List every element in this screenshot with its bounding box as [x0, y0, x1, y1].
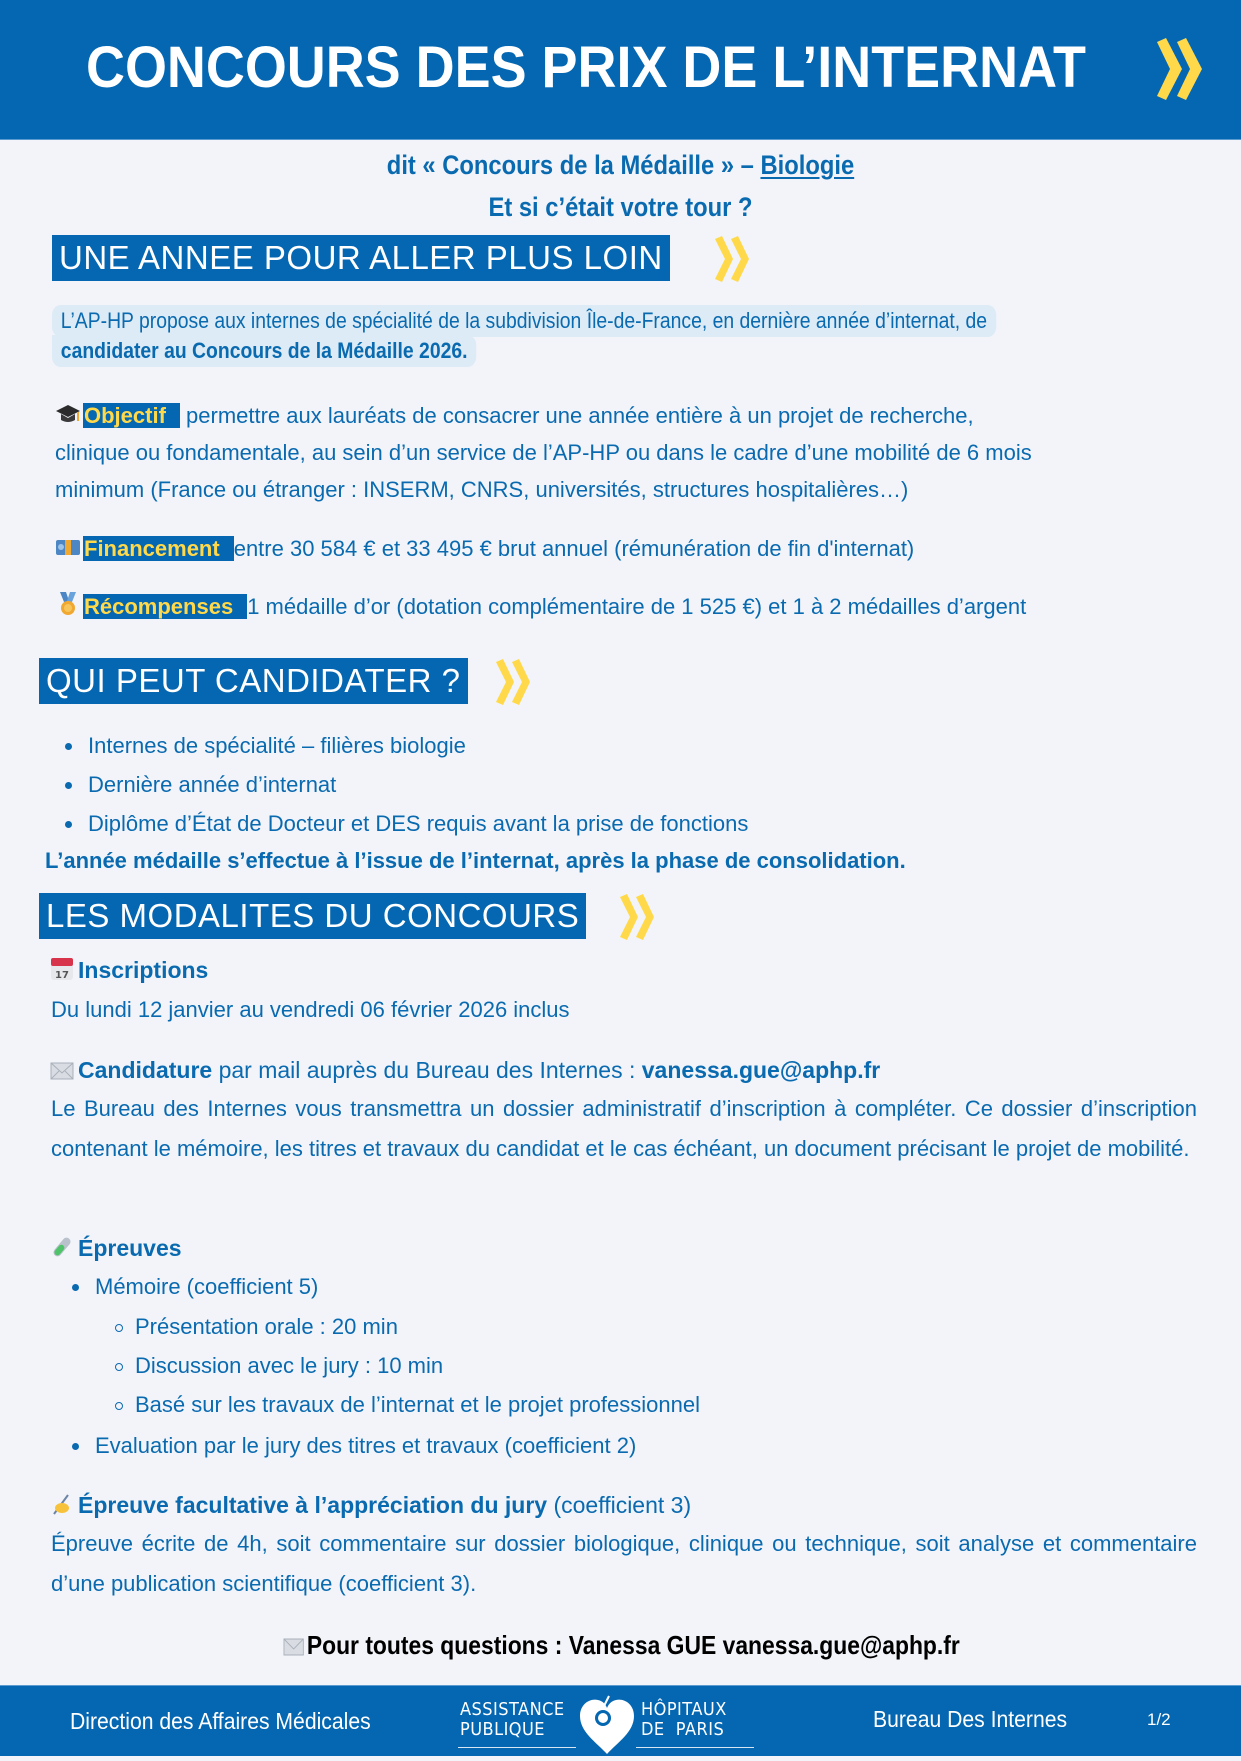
calendar-icon	[50, 957, 76, 981]
logo-underline	[458, 1747, 576, 1748]
section-title-modalites: LES MODALITES DU CONCOURS	[39, 893, 586, 939]
candidature-heading	[50, 1057, 880, 1084]
list-item: Dernière année d’internat	[55, 765, 748, 804]
list-item: Internes de spécialité – filières biologie	[55, 726, 748, 765]
facultative-title: Épreuve facultative à l’appréciation du jury	[78, 1492, 548, 1518]
subtitle-line-1	[74, 150, 1166, 181]
candidature-body: Le Bureau des Internes vous transmettra un dossier administratif d’inscription à compléter. Ce dossier d’inscription contenant le mémoire, les titres et travaux du candidat et le cas échéant, un document précisant le projet de mobilité.	[51, 1096, 1197, 1161]
inscriptions-title: Inscriptions	[78, 957, 209, 983]
list-item: Basé sur les travaux de l’internat et le projet professionnel	[100, 1385, 700, 1424]
double-chevron-icon	[494, 659, 534, 705]
inscriptions-dates: Du lundi 12 janvier au vendredi 06 février 2026 inclus	[51, 997, 570, 1022]
logo-line: PUBLIQUE	[460, 1719, 545, 1740]
logo-underline	[636, 1747, 754, 1748]
candidature-title: Candidature	[78, 1057, 213, 1083]
objectif-paragraph	[55, 397, 1032, 508]
footer-direction: Direction des Affaires Médicales	[70, 1708, 371, 1734]
list-item: Diplôme d’État de Docteur et DES requis avant la prise de fonctions	[55, 804, 748, 843]
subtitle-prefix: dit « Concours de la Médaille » –	[386, 150, 761, 180]
epreuves-list-2	[62, 1426, 636, 1465]
inscriptions-heading	[50, 957, 208, 984]
epreuves-heading	[50, 1235, 182, 1262]
subtitle-line-2: Et si c’était votre tour ?	[488, 192, 753, 222]
list-item: Evaluation par le jury des titres et travaux (coefficient 2)	[62, 1426, 636, 1465]
financement-label: Financement	[83, 536, 234, 561]
euro-banknote-icon	[55, 533, 81, 557]
objectif-label: Objectif	[83, 403, 180, 428]
aphp-logo	[458, 1698, 754, 1750]
test-tube-icon	[50, 1235, 76, 1259]
medal-icon	[55, 591, 81, 615]
double-chevron-icon	[1155, 38, 1205, 100]
list-item: Présentation orale : 20 min	[100, 1307, 700, 1346]
list-item: Mémoire (coefficient 5)	[62, 1267, 318, 1306]
envelope-icon	[282, 1633, 305, 1657]
intro-line-1: L’AP-HP propose aux internes de spécialité de la subdivision Île-de-France, en dernière année d’internat, de	[52, 305, 996, 337]
heart-bird-icon	[576, 1694, 638, 1761]
footer	[0, 1685, 1241, 1756]
logo-text-left	[460, 1700, 565, 1740]
facultative-coef: (coefficient 3)	[547, 1492, 692, 1518]
section-title-annee: UNE ANNEE POUR ALLER PLUS LOIN	[52, 235, 670, 281]
footer-bureau: Bureau Des Internes	[873, 1706, 1068, 1732]
logo-line: HÔPITAUX	[641, 1699, 727, 1720]
epreuves-title: Épreuves	[78, 1235, 182, 1261]
double-chevron-icon	[618, 894, 658, 940]
envelope-icon	[50, 1060, 76, 1084]
writing-hand-icon	[50, 1492, 76, 1516]
biologie-link[interactable]: Biologie	[760, 150, 855, 180]
financement-paragraph	[55, 530, 914, 567]
list-item: Discussion avec le jury : 10 min	[100, 1346, 700, 1385]
objectif-text-2: clinique ou fondamentale, au sein d’un service de l’AP-HP ou dans le cadre d’une mobilité de 6 mois	[55, 440, 1032, 465]
recompenses-label: Récompenses	[83, 594, 247, 619]
contact-text: Pour toutes questions : Vanessa GUE vanessa.gue@aphp.fr	[306, 1630, 960, 1660]
contact-line	[0, 1630, 1241, 1661]
memoire-sublist	[100, 1307, 700, 1424]
candidature-email[interactable]: vanessa.gue@aphp.fr	[641, 1057, 881, 1083]
intro-box	[52, 305, 1125, 367]
logo-line: DE PARIS	[641, 1719, 725, 1740]
svg-text:17: 17	[55, 970, 69, 981]
logo-text-right	[641, 1700, 727, 1740]
facultative-body: Épreuve écrite de 4h, soit commentaire sur dossier biologique, clinique ou technique, soit analyse et commentaire d’une publication scientifique (coefficient 3).	[51, 1531, 1197, 1596]
objectif-text-3: minimum (France ou étranger : INSERM, CNRS, universités, structures hospitalières…)	[55, 477, 909, 502]
facultative-heading	[50, 1492, 691, 1519]
graduation-cap-icon	[55, 400, 81, 424]
eligibility-note: L’année médaille s’effectue à l’issue de l’internat, après la phase de consolidation.	[45, 848, 906, 873]
candidature-text: par mail auprès du Bureau des Internes :	[212, 1057, 642, 1083]
section-title-candidater: QUI PEUT CANDIDATER ?	[39, 658, 468, 704]
intro-line-2: candidater au Concours de la Médaille 2026.	[52, 335, 476, 367]
page-title: CONCOURS DES PRIX DE L’INTERNAT	[86, 35, 1086, 100]
double-chevron-icon	[713, 236, 753, 282]
header-banner	[0, 0, 1241, 140]
financement-text: entre 30 584 € et 33 495 € brut annuel (rémunération de fin d'internat)	[233, 536, 915, 561]
eligibility-list	[55, 726, 748, 843]
recompenses-text: 1 médaille d’or (dotation complémentaire de 1 525 €) et 1 à 2 médailles d’argent	[247, 594, 1027, 619]
recompenses-paragraph	[55, 588, 1026, 625]
epreuves-list	[62, 1267, 318, 1306]
objectif-text-1: permettre aux lauréats de consacrer une année entière à un projet de recherche,	[179, 403, 974, 428]
logo-line: ASSISTANCE	[460, 1699, 565, 1720]
page-number: 1/2	[1147, 1710, 1171, 1729]
